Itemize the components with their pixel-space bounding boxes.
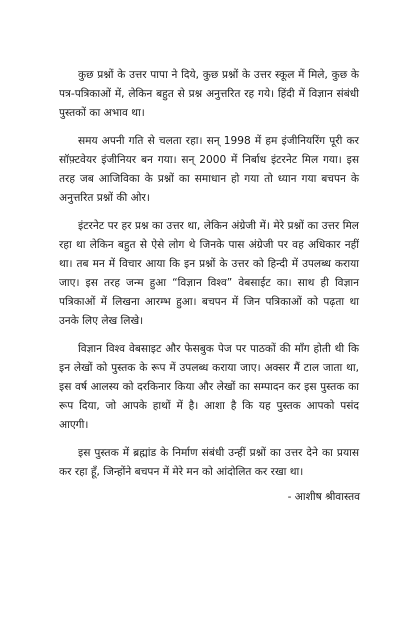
- paragraph-3: इंटरनेट पर हर प्रश्न का उत्तर था, लेकिन अंग्रेजी में। मेरे प्रश्नों का उत्तर मिल रहा था लेकिन बहुत से ऐसे लोग थे जिनके पास अंग्रेजी पर वह अधिकार नहीं था। तब मन में विचार आया कि इन प्रश्नों के उत्तर को हिन्दी में उपलब्ध कराया जाए। इस तरह जन्म हुआ “विज्ञान विश्व” वेबसाईट का। साथ ही विज्ञान पत्रिकाओं में लिखना आरम्भ हुआ। बचपन में जिन पत्रिकाओं को पढ़ता था उनके लिए लेख लिखे।: [59, 220, 359, 327]
- paragraph-5: इस पुस्तक में ब्रह्मांड के निर्माण संबंधी उन्हीं प्रश्नों का उत्तर देने का प्रयास कर रहा हूँ, जिन्होंने बचपन में मेरे मन को आंदोलित कर रखा था।: [59, 447, 359, 478]
- paragraph-1: कुछ प्रश्नों के उत्तर पापा ने दिये, कुछ प्रश्नों के उत्तर स्कूल में मिले, कुछ के पत्र-पत्रिकाओं में, लेकिन बहुत से प्रश्न अनुत्तरित रह गये। हिंदी में विज्ञान संबंधी पुस्तकों का अभाव था।: [59, 69, 359, 119]
- author-signature: - आशीष श्रीवास्तव: [287, 491, 360, 503]
- paragraph-4: विज्ञान विश्व वेबसाइट और फेसबुक पेज पर पाठकों की माँग होती थी कि इन लेखों को पुस्तक के रूप में उपलब्ध कराया जाए। अक्सर मैं टाल जाता था, इस वर्ष आलस्य को दरकिनार किया और लेखों का सम्पादन कर इस पुस्तक का रूप दिया, जो आपके हाथों में है। आशा है कि यह पुस्तक आपको पसंद आएगी।: [59, 343, 359, 431]
- paragraph-2: समय अपनी गति से चलता रहा। सन् 1998 में हम इंजीनियरिंग पूरी कर सॉफ़्टवेयर इंजीनियर बन गया। सन् 2000 में निर्बाध इंटरनेट मिल गया। इस तरह जब आजिविका के प्रश्नों का समाधान हो गया तो ध्यान गया बचपन के अनुत्तरित प्रश्नों की ओर।: [59, 135, 359, 204]
- document-body: [59, 66, 359, 491]
